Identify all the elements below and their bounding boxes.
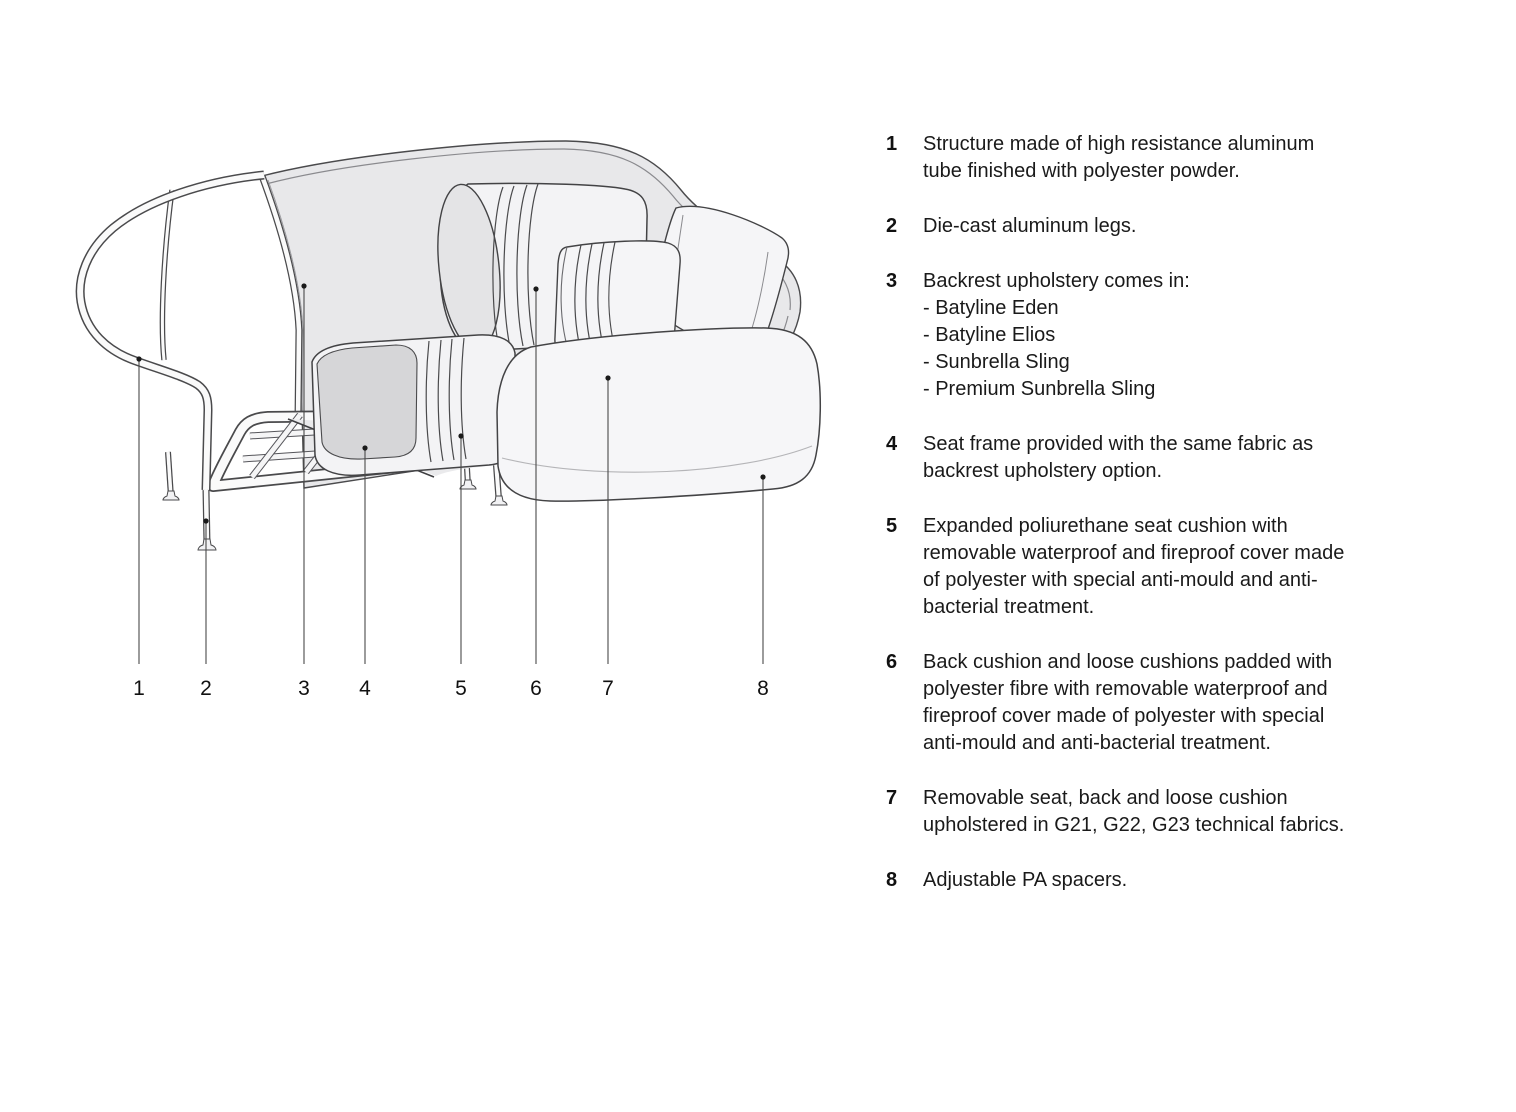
callout-dot-8 bbox=[760, 474, 765, 479]
seat-cushion bbox=[497, 328, 820, 501]
spec-item-number: 8 bbox=[886, 869, 898, 891]
callout-dot-7 bbox=[605, 375, 610, 380]
sofa-diagram bbox=[0, 0, 860, 720]
callout-number-1: 1 bbox=[133, 677, 145, 700]
spec-item-text: Expanded poliurethane seat cushion with removable waterproof and fireproof cover made of polyester with special anti-mould and anti-bacterial treatment. bbox=[923, 515, 1345, 618]
callout-dot-3 bbox=[301, 283, 306, 288]
spec-item-number: 4 bbox=[886, 433, 898, 455]
callout-number-6: 6 bbox=[530, 677, 542, 700]
callout-number-3: 3 bbox=[298, 677, 310, 700]
spec-item-option: - Sunbrella Sling bbox=[923, 351, 1070, 373]
spec-item-text: Die-cast aluminum legs. bbox=[923, 215, 1137, 237]
callout-dot-1 bbox=[136, 356, 141, 361]
sofa-illustration bbox=[0, 0, 860, 720]
callout-number-4: 4 bbox=[359, 677, 371, 700]
spec-item-text: Seat frame provided with the same fabric as backrest upholstery option. bbox=[923, 433, 1314, 482]
callout-number-7: 7 bbox=[602, 677, 614, 700]
callout-dot-2 bbox=[203, 518, 208, 523]
callout-dot-5 bbox=[458, 433, 463, 438]
spec-item bbox=[886, 649, 1391, 757]
spec-item-text: Adjustable PA spacers. bbox=[923, 869, 1128, 891]
spec-item-number: 5 bbox=[886, 515, 898, 537]
spec-item bbox=[886, 513, 1391, 621]
callout-number-8: 8 bbox=[757, 677, 769, 700]
spec-item bbox=[886, 867, 1391, 894]
spec-item-number: 3 bbox=[886, 270, 898, 292]
spec-list bbox=[886, 131, 1391, 922]
spec-item bbox=[886, 213, 1391, 240]
callout-number-2: 2 bbox=[200, 677, 212, 700]
spec-item bbox=[886, 431, 1391, 485]
spec-item-option: - Premium Sunbrella Sling bbox=[923, 378, 1156, 400]
seat-bolster-cushion bbox=[312, 335, 516, 475]
spec-item-number: 6 bbox=[886, 651, 898, 673]
spec-item-text: Backrest upholstery comes in: - Batyline Eden - Batyline Elios - Sunbrella Sling - Premium Sunbrella Sling bbox=[923, 268, 1358, 403]
spec-item-number: 2 bbox=[886, 215, 898, 237]
callout-dot-4 bbox=[362, 445, 367, 450]
spec-item-number: 7 bbox=[886, 787, 898, 809]
callout-dot-6 bbox=[533, 286, 538, 291]
spec-item bbox=[886, 131, 1391, 185]
callout-number-5: 5 bbox=[455, 677, 467, 700]
spec-item bbox=[886, 268, 1391, 403]
spec-item-number: 1 bbox=[886, 133, 898, 155]
spec-item-text: Back cushion and loose cushions padded with polyester fibre with removable waterproof and fireproof cover made of polyester with special anti-mould and anti-bacterial treatment. bbox=[923, 651, 1333, 754]
spec-item-option: - Batyline Eden bbox=[923, 297, 1059, 319]
spec-item-option: - Batyline Elios bbox=[923, 324, 1056, 346]
spec-item-text: Structure made of high resistance aluminum tube finished with polyester powder. bbox=[923, 133, 1315, 182]
spec-item bbox=[886, 785, 1391, 839]
spec-item-text: Removable seat, back and loose cushion upholstered in G21, G22, G23 technical fabrics. bbox=[923, 787, 1345, 836]
